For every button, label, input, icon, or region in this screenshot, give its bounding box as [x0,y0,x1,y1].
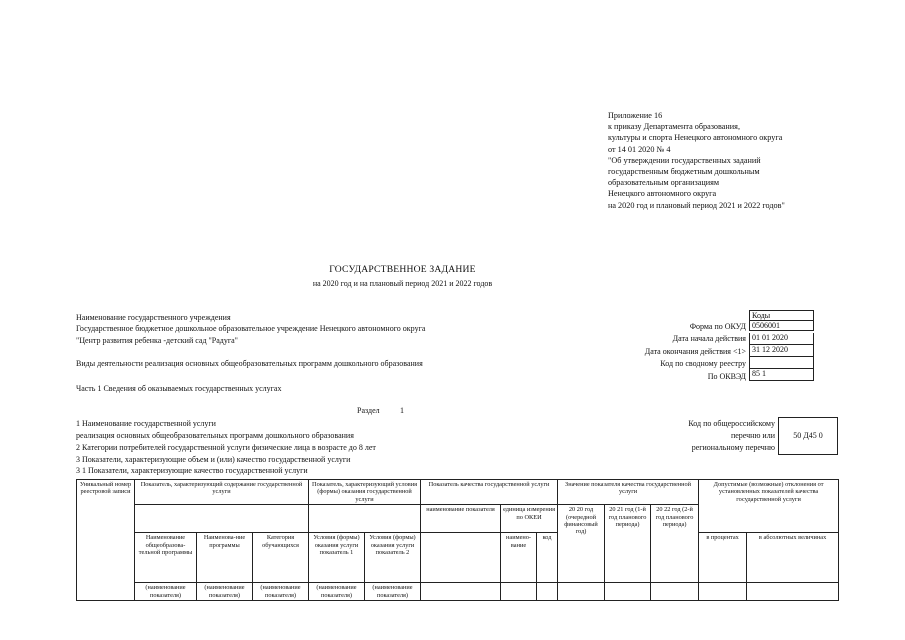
registry-label-3: региональному перечню [691,443,775,452]
appendix-line: от 14 01 2020 № 4 [608,144,671,154]
th-year-2022: 20 22 год (2-й год планового периода) [651,505,699,583]
th-name-ind-1: (наименование показателя) [135,583,197,601]
registry-code: 50 Д45 0 [778,417,838,455]
code-label-start-date: Дата начала действия [672,334,746,343]
th-conditions: Показатель, характеризующий условия (формы) оказания государственной услуги [309,480,421,505]
th-year-2021: 20 21 год (1-й год планового периода) [605,505,651,583]
institution-label: Наименование государственного учреждения [76,313,231,322]
th-year-2020: 20 20 год (очередной финансовый год) [558,505,605,583]
th-program-name: Наименование общеобразова-тельной программы [135,533,197,583]
code-label-end-date: Дата окончания действия <1> [644,347,746,356]
item-service-name-label: 1 Наименование государственной услуги [76,419,216,428]
th-content: Показатель, характеризующий содержание государственной услуги [135,480,309,505]
td-blank-1 [421,583,501,601]
code-value-okud: 0506001 [749,321,814,331]
td-blank-4 [558,583,605,601]
section-label: Раздел [357,406,380,415]
item-consumer-categories: 2 Категории потребителей государственной услуги физические лица в возрасте до 8 лет [76,443,376,452]
appendix-line: государственным бюджетным дошкольным [608,167,760,177]
part-heading: Часть 1 Сведения об оказываемых государственных услугах [76,384,282,393]
th-condition-2: Условия (формы) оказания услуги показатель 2 [365,533,421,583]
code-value-registry [749,357,814,369]
th-category: Категория обучающихся [253,533,309,583]
code-label-okud: Форма по ОКУД [689,322,746,331]
codes-header: Коды [749,310,814,321]
document-title: ГОСУДАРСТВЕННОЕ ЗАДАНИЕ [329,264,476,275]
code-label-okved: По ОКВЭД [707,372,746,381]
td-blank-5 [605,583,651,601]
th-percent: в процентах [699,533,747,583]
td-blank-7 [699,583,747,601]
th-indicator-blank [421,533,501,583]
td-blank-2 [501,583,537,601]
th-programs: Наименова-ние программы [197,533,253,583]
appendix-line: Ненецкого автономного округа [608,189,717,199]
th-name-ind-3: (наименование показателя) [253,583,309,601]
th-unit-code: код [537,533,558,583]
document-subtitle: на 2020 год и на плановый период 2021 и 2022 годов [312,279,493,288]
appendix-line: "Об утверждении государственных заданий [608,155,761,165]
th-deviation: Допустимые (возможные) отклонения от установленных показателей качества государственной услуги [699,480,839,533]
institution-name-2: "Центр развития ребенка -детский сад "Радуга" [76,336,238,345]
code-value-start-date: 01 01 2020 [749,333,814,345]
th-unit-name: наимено-вание [501,533,537,583]
item-service-name-value: реализация основных общеобразовательных программ дошкольного образования [76,431,354,440]
th-value: Значение показателя качества государственной услуги [558,480,699,505]
th-name-ind-4: (наименование показателя) [309,583,365,601]
code-value-end-date: 31 12 2020 [749,345,814,357]
td-blank-6 [651,583,699,601]
registry-label-1: Код по общероссийскому [688,419,775,428]
th-quality: Показатель качества государственной услуги [421,480,558,505]
code-value-okved: 85 1 [749,369,814,381]
code-label-registry: Код по сводному реестру [660,359,746,368]
th-name-ind-5: (наименование показателя) [365,583,421,601]
th-absolute: в абсолютных величинах [747,533,839,583]
appendix-line: на 2020 год и плановый период 2021 и 2022 годов" [608,200,785,210]
quality-indicators-table [76,479,839,601]
appendix-line: образовательным организациям [608,178,720,188]
item-indicators: 3 Показатели, характеризующие объем и (или) качество государственной услуги [76,455,351,464]
th-indicator-name: наименование показателя [421,505,501,533]
appendix-line: культуры и спорта Ненецкого автономного округа [608,133,783,143]
td-blank-8 [747,583,839,601]
activity-type: Виды деятельности реализация основных общеобразовательных программ дошкольного образования [76,359,423,368]
appendix-block [608,110,785,211]
th-condition-1: Условия (формы) оказания услуги показатель 1 [309,533,365,583]
section-number: 1 [400,406,404,415]
institution-name: Государственное бюджетное дошкольное образовательное учреждение Ненецкого автономного округа [76,324,426,333]
th-name-ind-2: (наименование показателя) [197,583,253,601]
item-quality-indicators: 3 1 Показатели, характеризующие качество государственной услуги [76,466,308,475]
registry-label-2: перечню или [730,431,775,440]
th-conditions-blank [309,505,421,533]
appendix-line: к приказу Департамента образования, [608,122,740,132]
appendix-line: Приложение 16 [608,111,663,120]
td-blank-3 [537,583,558,601]
th-content-blank [135,505,309,533]
th-unit: единица измерения по ОКЕИ [501,505,558,533]
th-unique-number: Уникальный номер реестровой записи [77,480,135,601]
